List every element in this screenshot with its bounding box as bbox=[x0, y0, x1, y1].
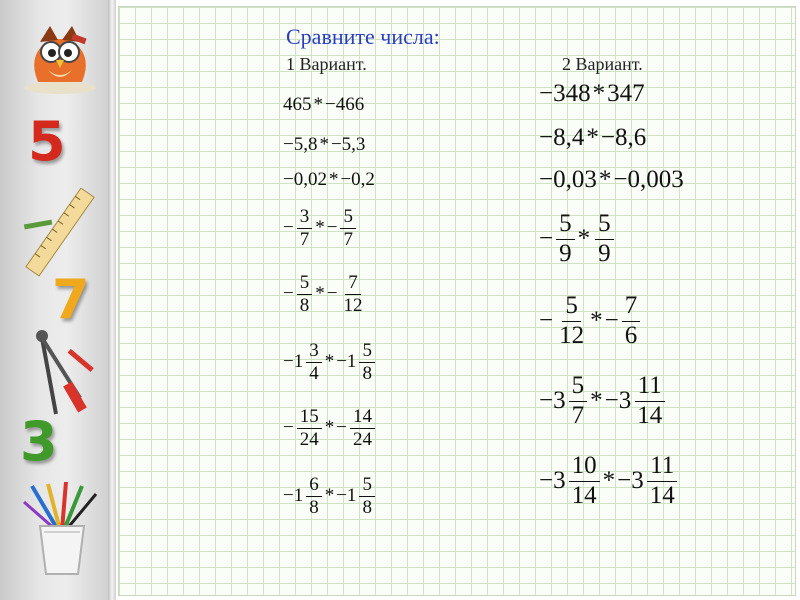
compare-sign: * bbox=[577, 225, 591, 253]
numerator: 14 bbox=[350, 406, 375, 429]
compare-sign: * bbox=[315, 217, 325, 239]
fraction-left bbox=[306, 340, 322, 385]
sign-right: −3 bbox=[604, 387, 632, 415]
denominator: 7 bbox=[299, 228, 310, 250]
compare-sign: * bbox=[324, 351, 335, 373]
fraction-right bbox=[350, 406, 375, 451]
numerator: 5 bbox=[359, 474, 375, 497]
denominator: 14 bbox=[637, 401, 663, 429]
variant2-expression-2 bbox=[538, 124, 647, 152]
numerator: 15 bbox=[297, 406, 322, 429]
numerator: 5 bbox=[569, 372, 588, 402]
term-right: −0,003 bbox=[613, 166, 684, 193]
digit-5: 5 bbox=[28, 110, 66, 173]
fraction-right bbox=[595, 210, 614, 269]
sign-right: − bbox=[336, 417, 347, 439]
page-title: Сравните числа: bbox=[286, 24, 440, 49]
compare-sign: * bbox=[313, 94, 323, 115]
sign-left: − bbox=[283, 217, 294, 239]
term-left: −8,4 bbox=[539, 124, 585, 151]
term-left: −0,02 bbox=[283, 169, 327, 190]
denominator: 24 bbox=[352, 428, 372, 450]
sign-right: − bbox=[326, 283, 338, 305]
denominator: 8 bbox=[309, 496, 319, 518]
fraction-right bbox=[359, 340, 375, 385]
variant2-expression-1 bbox=[538, 80, 646, 108]
sign-left: − bbox=[283, 417, 294, 439]
variant1-expression-3 bbox=[282, 169, 376, 191]
pencil-cup-icon bbox=[18, 482, 104, 578]
graph-paper bbox=[118, 6, 796, 596]
numerator: 5 bbox=[297, 272, 313, 295]
numerator: 3 bbox=[297, 206, 313, 229]
numerator: 11 bbox=[647, 452, 677, 482]
numerator: 5 bbox=[595, 210, 614, 240]
owl-icon bbox=[14, 18, 106, 96]
sign-left: −1 bbox=[283, 485, 304, 507]
sign-left: −1 bbox=[283, 351, 304, 373]
variant-2-label: 2 Вариант. bbox=[562, 54, 643, 74]
compare-sign: * bbox=[328, 169, 339, 190]
variant2-expression-7 bbox=[538, 452, 680, 511]
denominator: 4 bbox=[309, 362, 319, 384]
compare-sign: * bbox=[592, 80, 606, 107]
numerator: 6 bbox=[306, 474, 322, 497]
numerator: 5 bbox=[562, 292, 581, 322]
sign-left: −3 bbox=[539, 387, 566, 415]
numerator: 3 bbox=[306, 340, 322, 363]
fraction-right bbox=[622, 292, 641, 351]
variant1-expression-2 bbox=[282, 134, 366, 156]
fraction-left bbox=[569, 372, 588, 431]
sign-right: − bbox=[604, 307, 619, 335]
numerator: 10 bbox=[569, 452, 600, 482]
fraction-left bbox=[297, 206, 313, 251]
fraction-right bbox=[359, 474, 375, 519]
variant-1-label: 1 Вариант. bbox=[286, 54, 367, 74]
compare-sign: * bbox=[602, 467, 616, 495]
fraction-left bbox=[556, 292, 587, 351]
variant1-expression-4 bbox=[282, 206, 358, 251]
denominator: 9 bbox=[559, 239, 572, 267]
digit-3: 3 bbox=[20, 410, 58, 473]
term-right: −466 bbox=[325, 94, 365, 115]
term-left: 465 bbox=[283, 94, 312, 115]
numerator: 5 bbox=[359, 340, 375, 363]
fraction-right bbox=[647, 452, 678, 511]
compare-sign: * bbox=[324, 485, 335, 507]
compare-sign: * bbox=[586, 124, 599, 151]
variant2-expression-6 bbox=[538, 372, 667, 431]
compare-sign: * bbox=[590, 387, 603, 415]
sign-right: −1 bbox=[336, 485, 357, 507]
numerator: 5 bbox=[340, 206, 356, 229]
fraction-left bbox=[306, 474, 322, 519]
fraction-left bbox=[556, 210, 575, 269]
fraction-left bbox=[297, 272, 313, 317]
variant2-expression-3 bbox=[538, 166, 685, 194]
denominator: 14 bbox=[649, 481, 675, 509]
term-right: −5,3 bbox=[330, 134, 366, 155]
term-left: −0,03 bbox=[539, 166, 597, 193]
denominator: 12 bbox=[343, 294, 363, 316]
compare-sign: * bbox=[319, 134, 329, 155]
numerator: 7 bbox=[345, 272, 361, 295]
compare-sign: * bbox=[598, 166, 612, 193]
fraction-right bbox=[340, 272, 365, 317]
variant1-expression-1 bbox=[282, 94, 365, 116]
term-left: −5,8 bbox=[283, 134, 318, 155]
sign-right: − bbox=[326, 217, 338, 239]
fraction-left bbox=[297, 406, 322, 451]
term-right: 347 bbox=[607, 80, 645, 107]
fraction-left bbox=[569, 452, 600, 511]
denominator: 6 bbox=[624, 321, 638, 349]
denominator: 8 bbox=[362, 362, 372, 384]
denominator: 24 bbox=[299, 428, 319, 450]
compare-sign: * bbox=[315, 283, 325, 305]
compare-sign: * bbox=[590, 307, 603, 335]
sign-right: −1 bbox=[336, 351, 357, 373]
denominator: 12 bbox=[559, 321, 585, 349]
numerator: 11 bbox=[635, 372, 665, 402]
variant1-expression-7 bbox=[282, 406, 377, 451]
sign-right: −3 bbox=[617, 467, 644, 495]
sign-left: − bbox=[539, 307, 554, 335]
fraction-right bbox=[634, 372, 665, 431]
compass-icon bbox=[16, 322, 106, 418]
denominator: 7 bbox=[571, 401, 585, 429]
sign-left: − bbox=[539, 225, 554, 253]
denominator: 8 bbox=[362, 496, 372, 518]
numerator: 5 bbox=[556, 210, 575, 240]
sidebar-divider bbox=[108, 0, 116, 600]
fraction-right bbox=[340, 206, 356, 251]
variant1-expression-6 bbox=[282, 340, 377, 385]
denominator: 14 bbox=[571, 481, 597, 509]
denominator: 9 bbox=[598, 239, 611, 267]
denominator: 8 bbox=[299, 294, 310, 316]
denominator: 7 bbox=[343, 228, 353, 250]
variant1-expression-5 bbox=[282, 272, 367, 317]
sign-left: − bbox=[283, 283, 294, 305]
variant1-expression-8 bbox=[282, 474, 377, 519]
term-left: −348 bbox=[539, 80, 591, 107]
numerator: 7 bbox=[622, 292, 641, 322]
term-right: −8,6 bbox=[600, 124, 647, 151]
variant2-expression-5 bbox=[538, 292, 642, 351]
variant2-expression-4 bbox=[538, 210, 616, 269]
digit-7: 7 bbox=[52, 268, 90, 331]
term-right: −0,2 bbox=[340, 169, 375, 190]
ruler-icon bbox=[14, 188, 100, 278]
compare-sign: * bbox=[324, 417, 335, 439]
sign-left: −3 bbox=[539, 467, 566, 495]
